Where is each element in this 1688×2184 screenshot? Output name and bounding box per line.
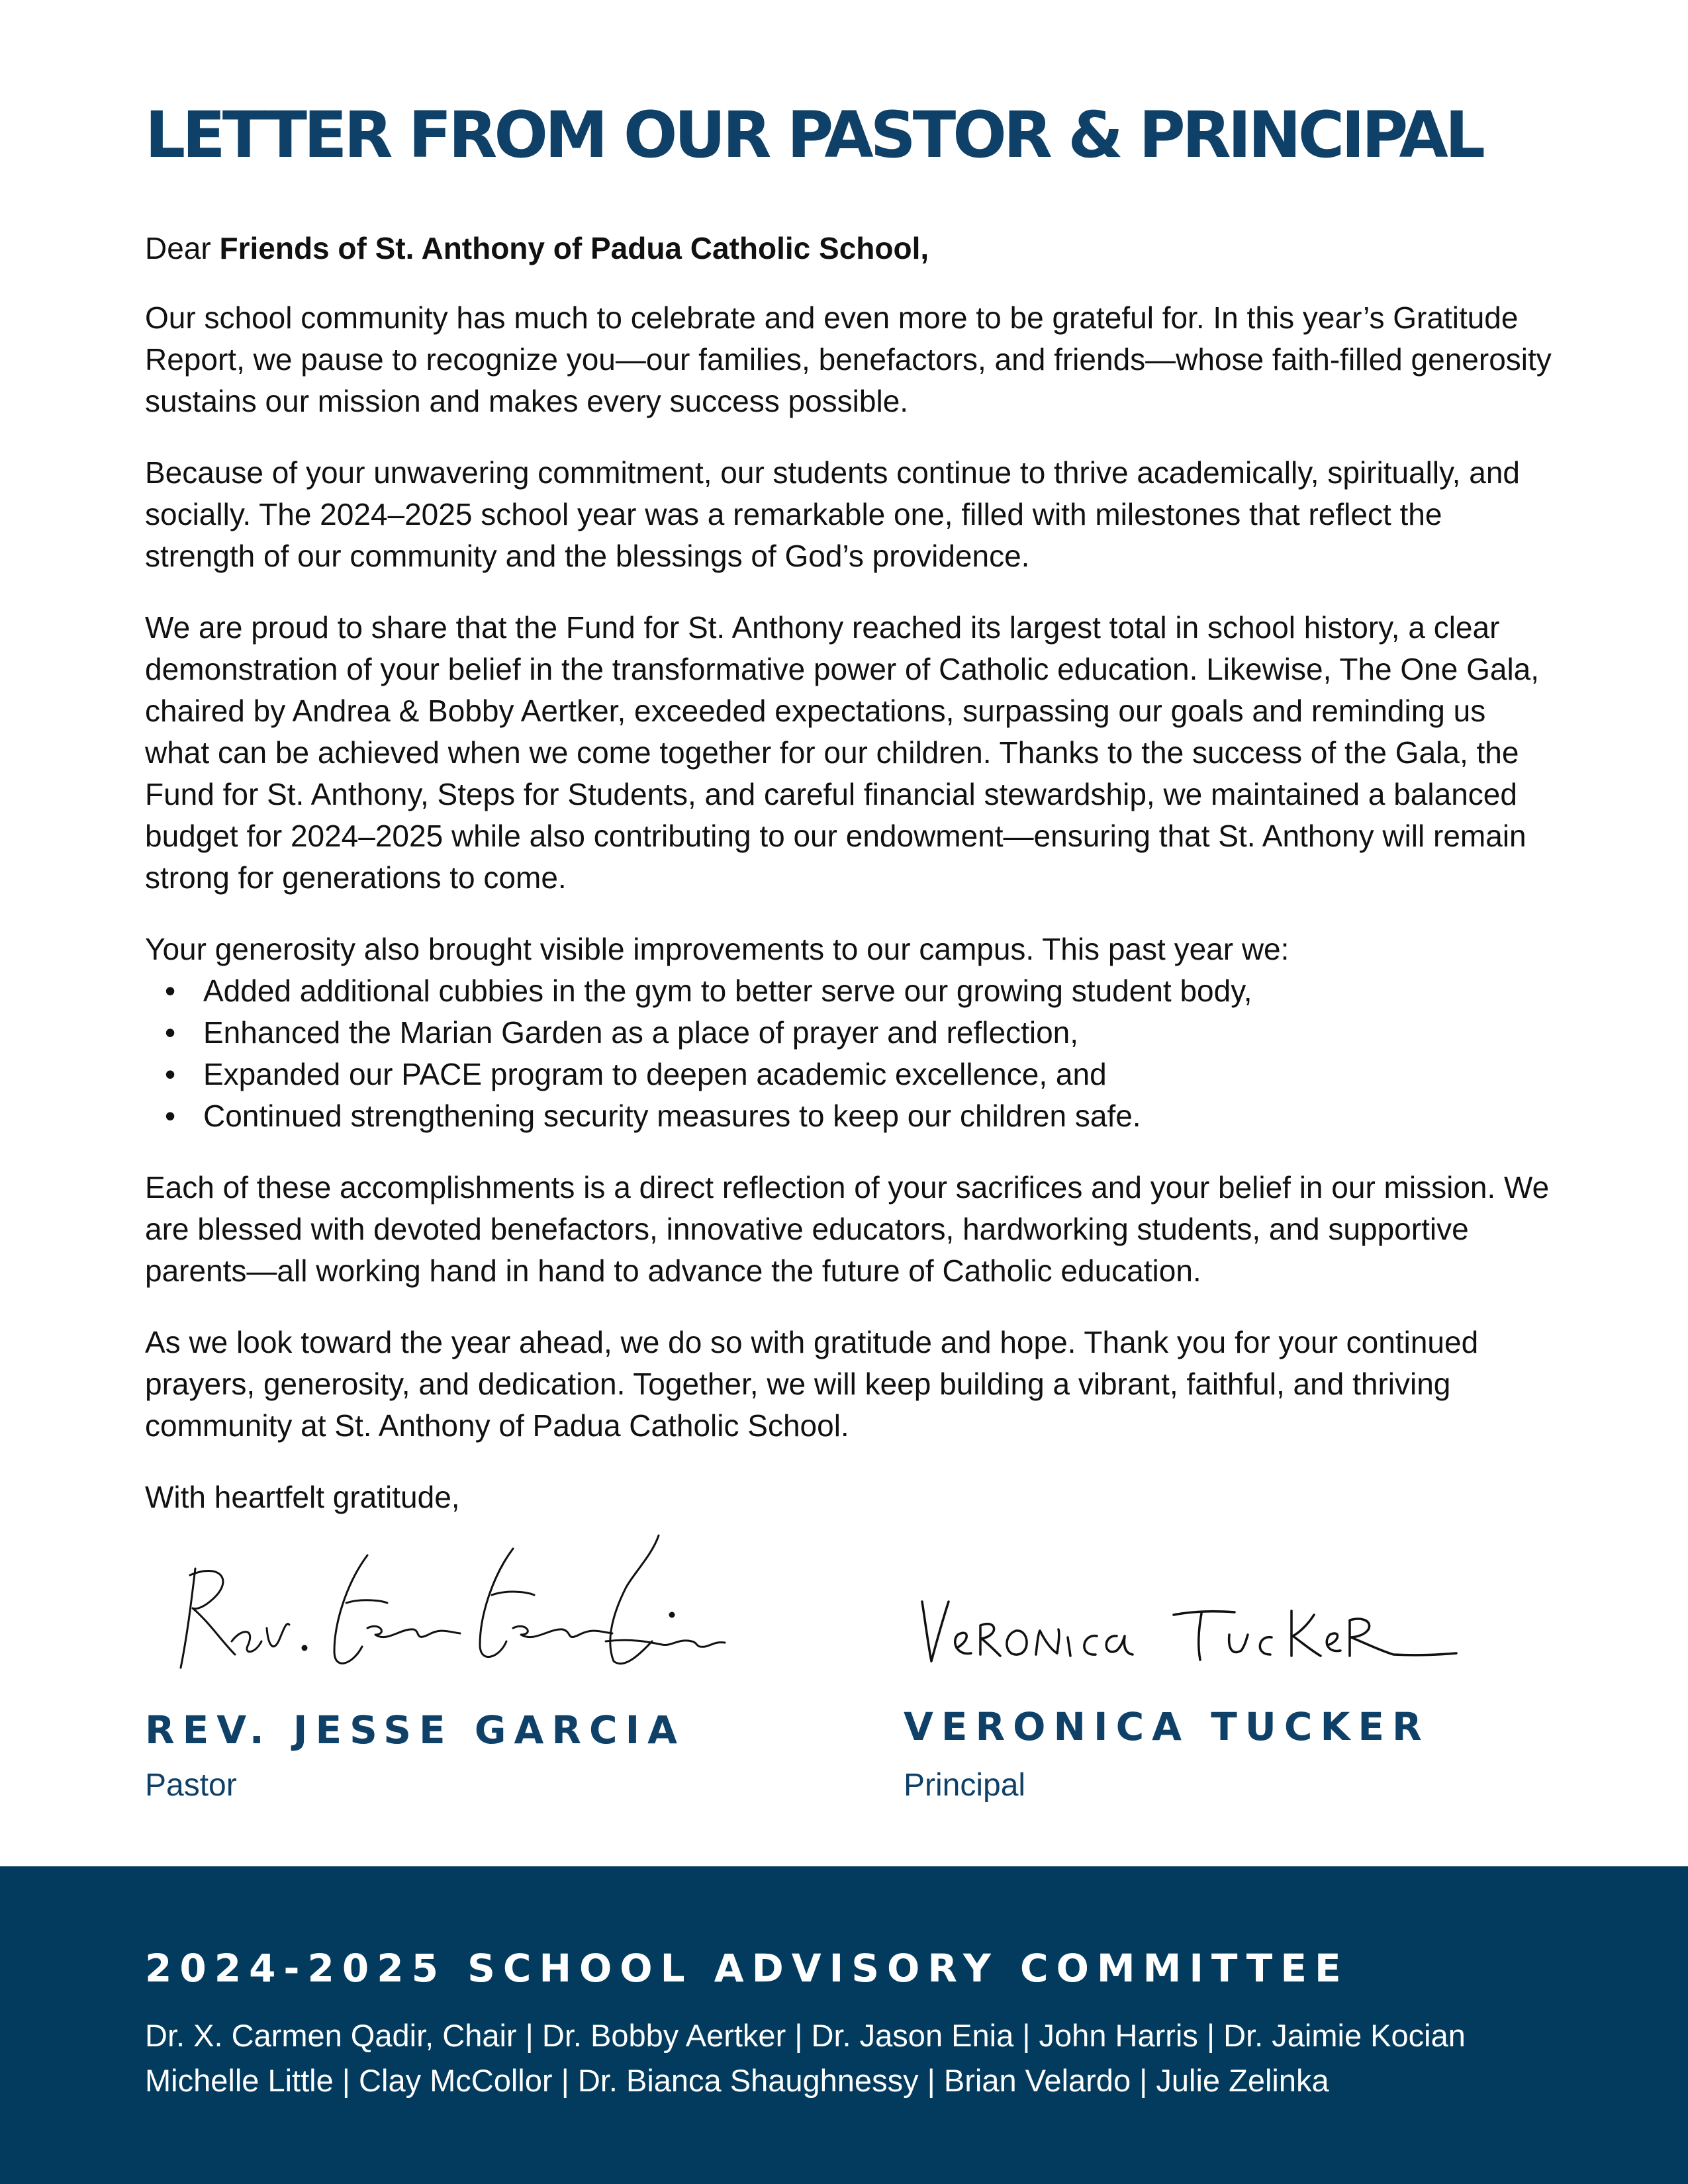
letter-paragraph: Our school community has much to celebrate and even more to be grateful for. In this year’s Gratitude Report, we pause to recognize you—our families, benefactors, and friends—whose faith-filled generosity sustains our mission and makes every success possible. <box>145 300 1552 418</box>
list-item-text: Added additional cubbies in the gym to better serve our growing student body, <box>203 974 1252 1008</box>
list-item-text: Continued strengthening security measures to keep our children safe. <box>203 1099 1141 1133</box>
pastor-name: REV. JESSE GARCIA <box>145 1707 686 1752</box>
committee-members-line: Dr. X. Carmen Qadir, Chair | Dr. Bobby Aertker | Dr. Jason Enia | John Harris | Dr. Jaimie Kocian <box>145 2018 1466 2053</box>
bullet: • <box>165 1015 176 1050</box>
letter-paragraph: Each of these accomplishments is a direct reflection of your sacrifices and your belief in our mission. We are blessed with devoted benefactors, innovative educators, hardworking students, and supportive parents—all working hand in hand to advance the future of Catholic education. <box>145 1170 1550 1288</box>
improvements-list <box>145 970 1555 1137</box>
salutation <box>145 228 1555 269</box>
bullet: • <box>165 974 176 1008</box>
committee-members-line: Michelle Little | Clay McCollor | Dr. Bianca Shaughnessy | Brian Velardo | Julie Zelinka <box>145 2063 1329 2098</box>
list-item <box>165 1095 1555 1137</box>
page-title: LETTER FROM OUR PASTOR & PRINCIPAL <box>145 98 1482 172</box>
pastor-signature <box>169 1529 731 1681</box>
letter-paragraph: Because of your unwavering commitment, our students continue to thrive academically, spiritually, and socially. The 2024–2025 school year was a remarkable one, filled with milestones that reflect the strength of our community and the blessings of God’s providence. <box>145 455 1520 573</box>
bullet: • <box>165 1057 176 1091</box>
principal-role: Principal <box>904 1768 1026 1803</box>
letter-paragraph: As we look toward the year ahead, we do so with gratitude and hope. Thank you for your continued prayers, generosity, and dedication. Together, we will keep building a vibrant, faithful, and thriving community at St. Anthony of Padua Catholic School. <box>145 1325 1479 1443</box>
salutation-recipient: Friends of St. Anthony of Padua Catholic School, <box>219 231 929 265</box>
salutation-greeting: Dear <box>145 231 211 265</box>
list-item <box>165 1054 1555 1095</box>
pastor-role: Pastor <box>145 1768 237 1803</box>
signoff: With heartfelt gratitude, <box>145 1480 460 1514</box>
list-item <box>165 1012 1555 1054</box>
advisory-committee-banner <box>0 1866 1688 2184</box>
principal-signature <box>917 1582 1460 1681</box>
letter-paragraph: We are proud to share that the Fund for St. Anthony reached its largest total in school history, a clear demonstration of your belief in the transformative power of Catholic education. Likewise, The One Gala, chaired by Andrea & Bobby Aertker, exceeded expectations, surpassing our goals and reminding us what can be achieved when we come together for our children. Thanks to the success of the Gala, the Fund for St. Anthony, Steps for Students, and careful financial stewardship, we maintained a balanced budget for 2024–2025 while also contributing to our endowment—ensuring that St. Anthony will remain strong for generations to come. <box>145 610 1540 895</box>
list-item <box>165 970 1555 1012</box>
bullet: • <box>165 1099 176 1133</box>
committee-heading: 2024-2025 SCHOOL ADVISORY COMMITTEE <box>145 1946 1349 1991</box>
letter-body <box>145 228 1555 1548</box>
improvements-intro: Your generosity also brought visible improvements to our campus. This past year we: <box>145 932 1289 966</box>
list-item-text: Expanded our PACE program to deepen academic excellence, and <box>203 1057 1107 1091</box>
list-item-text: Enhanced the Marian Garden as a place of prayer and reflection, <box>203 1015 1079 1050</box>
principal-name: VERONICA TUCKER <box>904 1704 1430 1749</box>
